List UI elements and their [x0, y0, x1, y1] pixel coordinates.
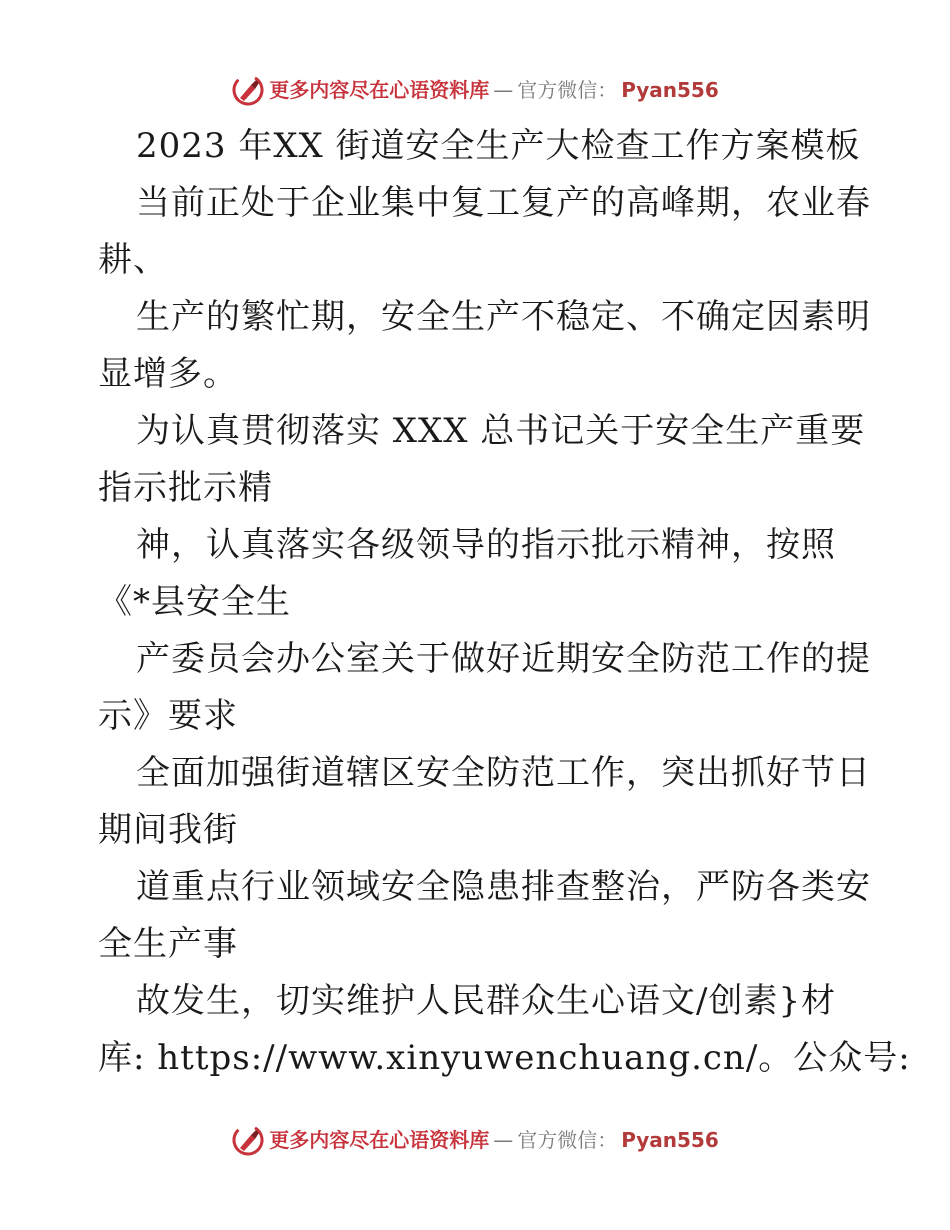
paragraph-line: 为认真贯彻落实 XXX 总书记关于安全生产重要: [136, 411, 866, 451]
watermark-dash: —: [493, 78, 514, 102]
watermark-dash: —: [493, 1128, 514, 1152]
paragraph-line: 《*县安全生: [98, 582, 291, 622]
paragraph-line: 神，认真落实各级领导的指示批示精神，按照: [136, 525, 836, 565]
paragraph-line: 显增多。: [98, 354, 238, 394]
footer-watermark: [0, 1122, 950, 1158]
paragraph-line: 期间我街: [98, 810, 238, 850]
paragraph-line: 全面加强街道辖区安全防范工作，突出抓好节日: [136, 753, 871, 793]
watermark-title: 更多内容尽在心语资料库: [269, 1128, 490, 1152]
paragraph-line: 道重点行业领域安全隐患排查整治，严防各类安: [136, 867, 871, 907]
pen-logo-icon: [231, 73, 265, 107]
pen-logo-icon: [231, 1123, 265, 1157]
document-body: [98, 118, 911, 1087]
watermark-title: 更多内容尽在心语资料库: [269, 78, 490, 102]
watermark-wechat-label: 官方微信：: [517, 78, 618, 102]
document-title: 2023 年XX 街道安全生产大检查工作方案模板: [136, 126, 861, 166]
watermark-wechat-label: 官方微信：: [517, 1128, 618, 1152]
paragraph-line: 当前正处于企业集中复工复产的高峰期，农业春: [136, 183, 871, 223]
header-watermark: [0, 72, 950, 108]
paragraph-line: 示》要求: [98, 696, 238, 736]
watermark-wechat-id: Pyan556: [621, 1128, 719, 1152]
paragraph-line: 库: https://www.xinyuwenchuang.cn/。公众号:: [98, 1038, 911, 1078]
paragraph-line: 产委员会办公室关于做好近期安全防范工作的提: [136, 639, 871, 679]
paragraph-line: 全生产事: [98, 924, 238, 964]
paragraph-line: 故发生，切实维护人民群众生心语文/创素}材: [136, 981, 837, 1021]
watermark-wechat-id: Pyan556: [621, 78, 719, 102]
paragraph-line: 指示批示精: [98, 468, 273, 508]
paragraph-line: 耕、: [98, 240, 168, 280]
paragraph-line: 生产的繁忙期，安全生产不稳定、不确定因素明: [136, 297, 871, 337]
